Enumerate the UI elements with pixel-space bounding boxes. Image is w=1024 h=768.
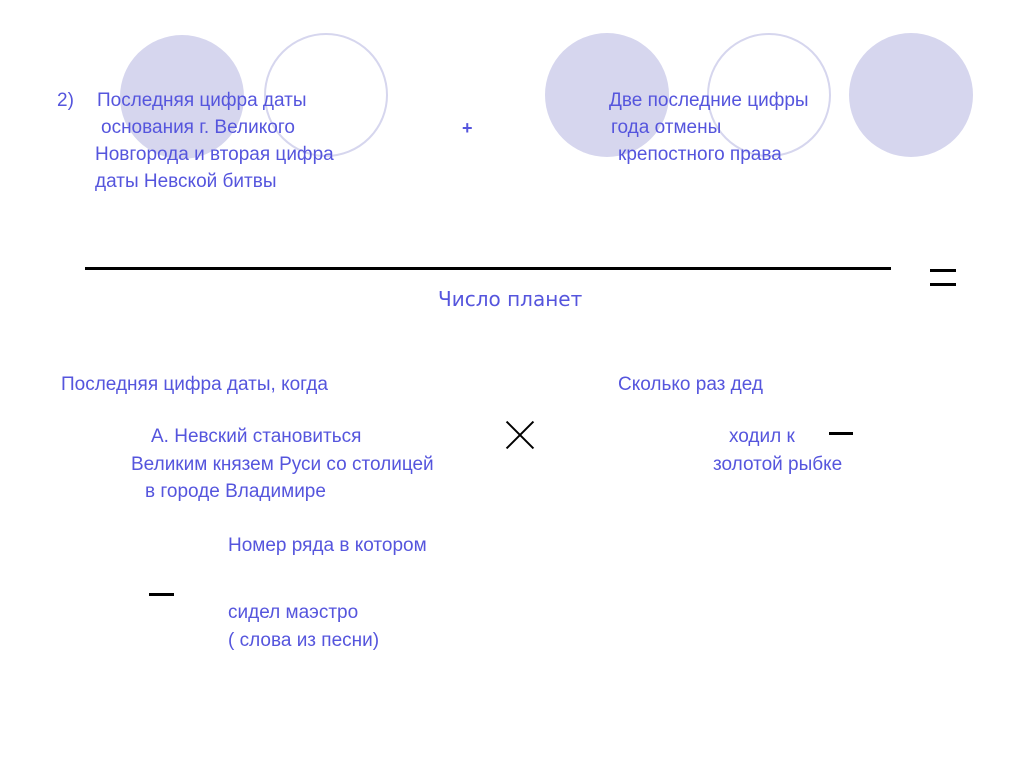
minus-sign-right (829, 432, 853, 435)
numerator-left-line-1: Последняя цифра даты (97, 90, 307, 111)
denominator-caption: Число планет (438, 287, 583, 311)
equals-sign-top (930, 269, 956, 272)
bottom-left-line-3: Великим князем Руси со столицей (131, 454, 434, 475)
minus-sign-left (149, 593, 174, 596)
bottom-right-line-2: ходил к (729, 426, 795, 447)
numerator-left-line-3: Новгорода и вторая цифра (95, 144, 334, 165)
bottom-left-line-1: Последняя цифра даты, когда (61, 374, 328, 395)
multiply-sign (506, 420, 536, 450)
numerator-left-line-2: основания г. Великого (101, 117, 295, 138)
fraction-line (85, 267, 891, 270)
decor-circle-3 (849, 33, 973, 157)
numerator-left-line-4: даты Невской битвы (95, 171, 277, 192)
last-line-2: сидел маэстро (228, 602, 359, 623)
numerator-right-line-2: года отмены (611, 117, 722, 138)
numerator-right-line-3: крепостного права (618, 144, 782, 165)
bottom-right-line-1: Сколько раз дед (618, 374, 763, 395)
last-line-1: Номер ряда в котором (228, 535, 427, 556)
item-number: 2) (57, 90, 74, 111)
last-line-3: ( слова из песни) (228, 630, 380, 651)
bottom-left-line-4: в городе Владимире (145, 481, 326, 502)
equals-sign-bottom (930, 283, 956, 286)
plus-sign: + (462, 118, 473, 138)
numerator-right-line-1: Две последние цифры (609, 90, 809, 111)
bottom-left-line-2: А. Невский становиться (151, 426, 362, 447)
bottom-right-line-3: золотой рыбке (713, 454, 843, 475)
